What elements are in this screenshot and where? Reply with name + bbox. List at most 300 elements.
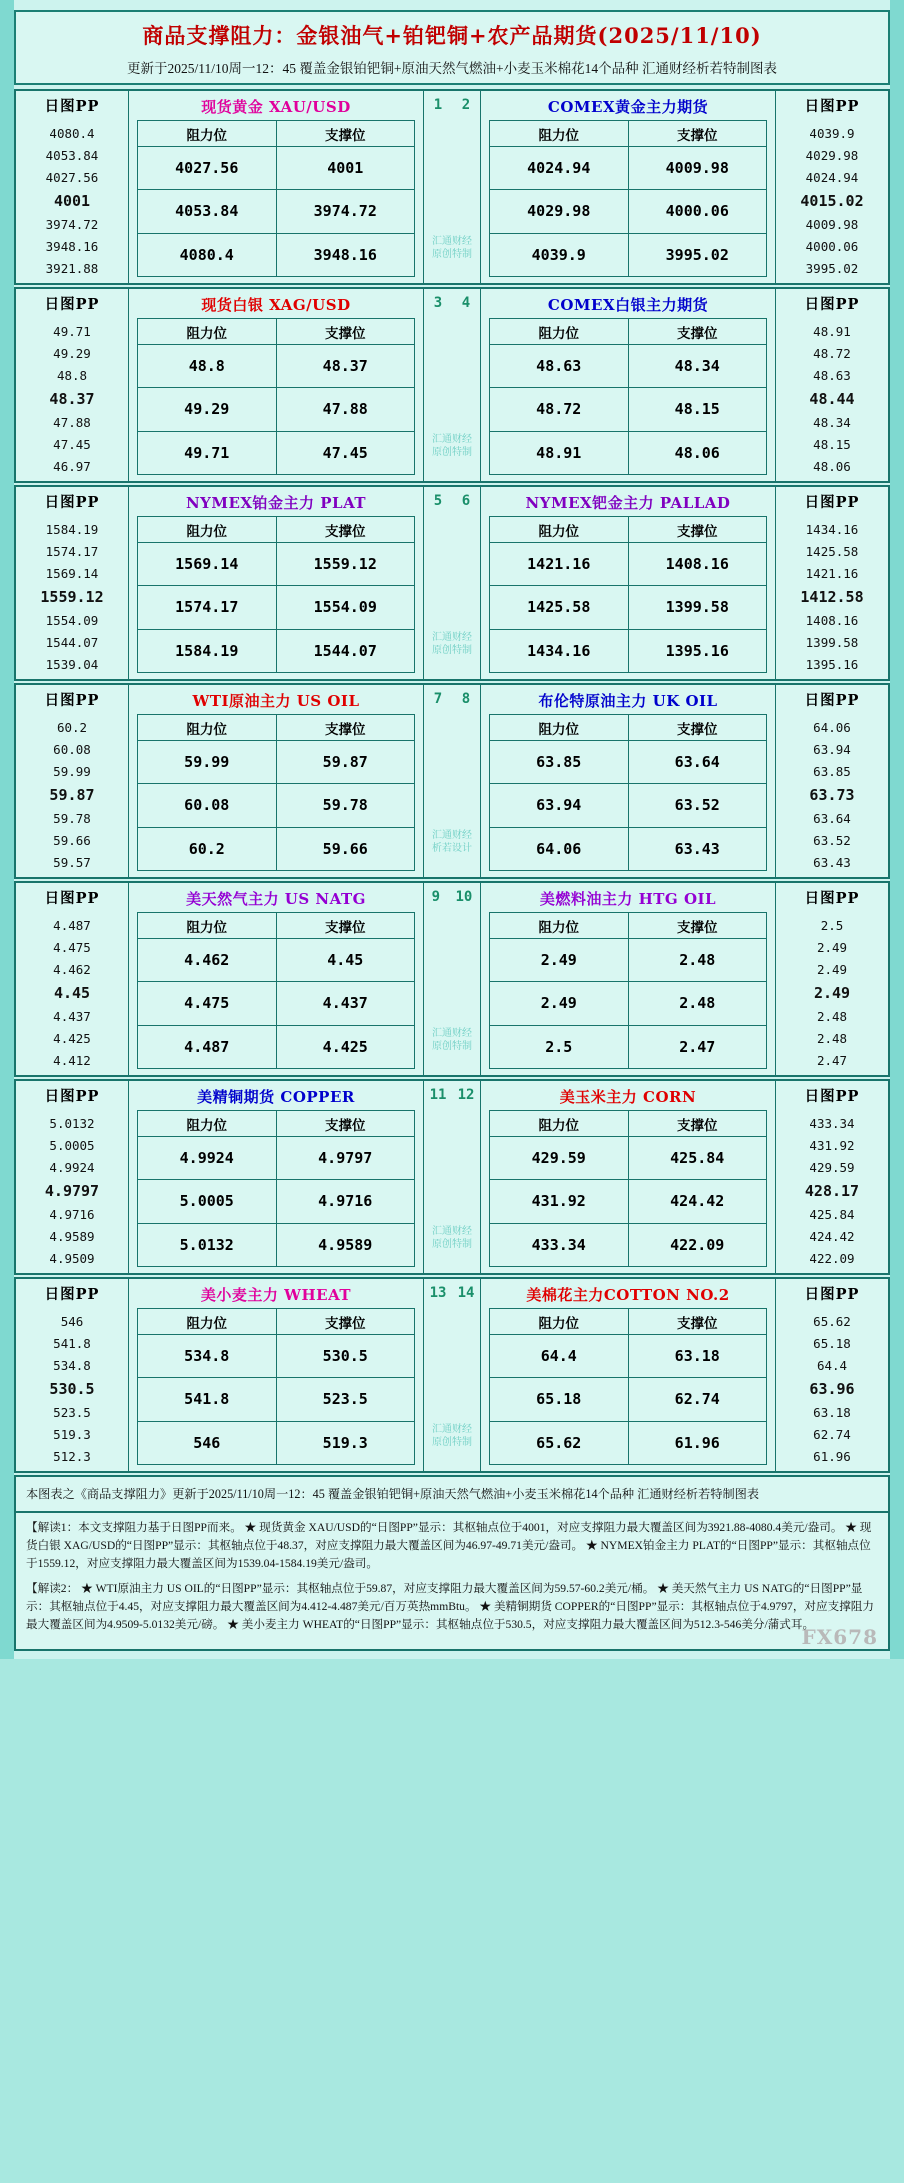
support-value: 63.52: [674, 796, 720, 815]
level-value: 422.09: [809, 1250, 855, 1266]
level-value: 48.15: [813, 436, 851, 452]
instrument-block: [14, 1277, 890, 1473]
support-value: 47.88: [322, 400, 368, 419]
table-row: [138, 982, 414, 1025]
table-header-row: [490, 319, 766, 345]
level-value: 1434.16: [805, 521, 859, 537]
resistance-value: 1425.58: [490, 586, 629, 628]
level-value: 48.06: [813, 458, 851, 474]
resistance-value: 2.49: [490, 982, 629, 1024]
level-value: 5.0132: [49, 1115, 95, 1131]
level-value: 46.97: [53, 458, 91, 474]
support-resistance-table: [489, 318, 767, 475]
resistance-header: 阻力位: [490, 319, 629, 344]
support-value: 48.34: [674, 357, 720, 376]
instrument-title: 美小麦主力 WHEAT: [200, 1286, 352, 1304]
support-header: 支撑位: [325, 919, 366, 936]
support-value: 48.37: [322, 357, 368, 376]
resistance-value: 48.91: [490, 432, 629, 474]
block-index-numbers: [424, 487, 480, 509]
pivot-value: 48.44: [809, 389, 855, 408]
level-list: [776, 1110, 888, 1273]
level-value: 424.42: [809, 1228, 855, 1244]
level-value: 4080.4: [49, 125, 95, 141]
support-header: 支撑位: [325, 1315, 366, 1332]
title-bar: [14, 10, 890, 85]
watermark: [432, 1424, 472, 1449]
resistance-header: 阻力位: [138, 913, 277, 938]
support-value: 59.87: [322, 753, 368, 772]
day-pp-header: 日图PP: [804, 692, 860, 709]
resistance-value: 431.92: [490, 1180, 629, 1222]
day-pp-header: 日图PP: [804, 98, 860, 115]
instrument-panel-left: [128, 1081, 424, 1273]
support-resistance-table: [137, 516, 415, 673]
resistance-header: 阻力位: [490, 1111, 629, 1136]
table-row: [490, 741, 766, 784]
watermark-line-1: 汇通财经: [432, 434, 472, 445]
level-value: 1395.16: [805, 656, 859, 672]
level-value: 4039.9: [809, 125, 855, 141]
level-value: 4.487: [53, 917, 91, 933]
level-value: 63.43: [813, 854, 851, 870]
level-list: [16, 318, 128, 481]
resistance-value: 4.475: [138, 982, 277, 1024]
block-index-number: 12: [457, 1087, 475, 1103]
table-row: [490, 388, 766, 431]
support-resistance-table: [489, 1308, 767, 1465]
pivot-value: 4.9797: [44, 1181, 100, 1200]
table-row: [490, 1026, 766, 1068]
table-header-row: [138, 121, 414, 147]
level-value: 4009.98: [805, 216, 859, 232]
support-value: 4.437: [322, 994, 368, 1013]
level-value: 1421.16: [805, 565, 859, 581]
instrument-title: 现货白银 XAG/USD: [201, 296, 351, 314]
table-row: [138, 784, 414, 827]
resistance-header: 阻力位: [138, 1111, 277, 1136]
support-resistance-table: [137, 1110, 415, 1267]
level-value: 3921.88: [45, 260, 99, 276]
pivot-value: 63.73: [809, 785, 855, 804]
support-value: 48.15: [674, 400, 720, 419]
resistance-value: 4.9924: [138, 1137, 277, 1179]
watermark: [432, 632, 472, 657]
support-value: 61.96: [674, 1433, 720, 1452]
day-pp-header: 日图PP: [804, 890, 860, 907]
resistance-header: 阻力位: [138, 517, 277, 542]
instrument-title: COMEX白银主力期货: [547, 296, 709, 314]
instrument-title: COMEX黄金主力期货: [547, 98, 709, 116]
support-resistance-table: [489, 516, 767, 673]
support-value: 63.43: [674, 839, 720, 858]
pivot-levels-column-right: [776, 1081, 888, 1273]
support-header: 支撑位: [677, 919, 718, 936]
table-row: [490, 543, 766, 586]
support-value: 63.64: [674, 753, 720, 772]
support-value: 3995.02: [665, 245, 729, 264]
pivot-levels-column-left: [16, 289, 128, 481]
support-header: 支撑位: [677, 721, 718, 738]
table-header-row: [138, 319, 414, 345]
level-value: 47.88: [53, 414, 91, 430]
block-index-numbers: [424, 1081, 480, 1103]
support-value: 2.48: [679, 951, 716, 970]
table-header-row: [138, 715, 414, 741]
instrument-title: WTI原油主力 US OIL: [192, 692, 360, 710]
watermark-line-1: 汇通财经: [432, 1424, 472, 1435]
resistance-value: 48.63: [490, 345, 629, 387]
level-value: 1569.14: [45, 565, 99, 581]
support-header: 支撑位: [325, 523, 366, 540]
support-value: 4009.98: [665, 159, 729, 178]
instrument-panel-left: [128, 685, 424, 877]
resistance-value: 433.34: [490, 1224, 629, 1266]
table-row: [138, 828, 414, 870]
resistance-value: 1574.17: [138, 586, 277, 628]
pivot-levels-column-right: [776, 1279, 888, 1471]
resistance-header: 阻力位: [490, 913, 629, 938]
support-value: 4.425: [322, 1037, 368, 1056]
support-value: 1554.09: [313, 598, 377, 617]
support-resistance-table: [137, 318, 415, 475]
table-row: [138, 630, 414, 672]
block-index-column: [424, 1081, 480, 1273]
level-value: 4.462: [53, 961, 91, 977]
support-resistance-table: [489, 912, 767, 1069]
blocks-container: [14, 89, 890, 1473]
table-row: [490, 190, 766, 233]
fx678-logo: FX678: [801, 1625, 878, 1650]
instrument-title: NYMEX钯金主力 PALLAD: [525, 494, 731, 512]
day-pp-header: 日图PP: [804, 296, 860, 313]
resistance-value: 1421.16: [490, 543, 629, 585]
level-value: 63.52: [813, 832, 851, 848]
level-value: 4000.06: [805, 238, 859, 254]
watermark-line-2: 析若设计: [432, 842, 472, 854]
table-row: [490, 345, 766, 388]
level-value: 64.4: [816, 1357, 848, 1373]
table-row: [138, 1026, 414, 1068]
block-index-column: [424, 1279, 480, 1471]
resistance-header: 阻力位: [490, 121, 629, 146]
support-value: 48.06: [674, 443, 720, 462]
instrument-block: [14, 89, 890, 285]
instrument-title: 美燃料油主力 HTG OIL: [539, 890, 717, 908]
support-header: 支撑位: [677, 1117, 718, 1134]
watermark-line-2: 原创特制: [432, 1238, 472, 1250]
support-value: 4.45: [327, 951, 364, 970]
resistance-value: 4024.94: [490, 147, 629, 189]
day-pp-header: 日图PP: [44, 98, 100, 115]
resistance-value: 546: [138, 1422, 277, 1464]
support-value: 530.5: [322, 1347, 368, 1366]
table-row: [138, 939, 414, 982]
resistance-value: 4039.9: [490, 234, 629, 276]
pivot-value: 4.45: [53, 983, 91, 1002]
day-pp-header: 日图PP: [804, 494, 860, 511]
level-value: 4.425: [53, 1030, 91, 1046]
level-value: 1539.04: [45, 656, 99, 672]
watermark-line-2: 原创特制: [432, 1040, 472, 1052]
table-header-row: [138, 517, 414, 543]
support-resistance-table: [137, 1308, 415, 1465]
support-value: 4.9797: [318, 1149, 373, 1168]
pivot-levels-column-right: [776, 487, 888, 679]
support-value: 2.47: [679, 1037, 716, 1056]
block-index-numbers: [424, 1279, 480, 1301]
instrument-panel-right: [480, 1279, 776, 1471]
support-header: 支撑位: [325, 1117, 366, 1134]
resistance-value: 4053.84: [138, 190, 277, 232]
table-row: [490, 432, 766, 474]
pivot-levels-column-right: [776, 883, 888, 1075]
instrument-panel-left: [128, 883, 424, 1075]
pivot-levels-column-right: [776, 685, 888, 877]
table-header-row: [490, 913, 766, 939]
support-resistance-table: [137, 120, 415, 277]
resistance-value: 65.62: [490, 1422, 629, 1464]
table-row: [490, 828, 766, 870]
level-value: 1554.09: [45, 612, 99, 628]
resistance-header: 阻力位: [138, 1309, 277, 1334]
pivot-levels-column-left: [16, 1081, 128, 1273]
table-row: [490, 1137, 766, 1180]
resistance-value: 1434.16: [490, 630, 629, 672]
support-value: 4.9716: [318, 1192, 373, 1211]
level-list: [776, 1308, 888, 1471]
resistance-value: 2.49: [490, 939, 629, 981]
pivot-value: 2.49: [813, 983, 851, 1002]
pivot-levels-column-left: [16, 883, 128, 1075]
day-pp-header: 日图PP: [804, 1088, 860, 1105]
page-subtitle: 更新于2025/11/10周一12：45 覆盖金银铂钯铜+原油天然气燃油+小麦玉米棉花14个品种 汇通财经析若特制图表: [127, 61, 777, 76]
table-row: [490, 1335, 766, 1378]
day-pp-header: 日图PP: [44, 494, 100, 511]
level-value: 59.99: [53, 763, 91, 779]
level-value: 60.2: [56, 719, 88, 735]
resistance-header: 阻力位: [490, 715, 629, 740]
level-list: [16, 516, 128, 679]
level-value: 2.49: [816, 961, 848, 977]
watermark: [432, 830, 472, 855]
level-value: 4.9924: [49, 1159, 95, 1175]
resistance-value: 4080.4: [138, 234, 277, 276]
resistance-value: 1569.14: [138, 543, 277, 585]
block-index-number: 1: [433, 97, 443, 113]
level-value: 63.64: [813, 810, 851, 826]
table-row: [490, 982, 766, 1025]
support-value: 425.84: [670, 1149, 725, 1168]
level-value: 523.5: [53, 1404, 91, 1420]
level-value: 4024.94: [805, 169, 859, 185]
table-row: [138, 586, 414, 629]
level-value: 4.412: [53, 1052, 91, 1068]
instrument-panel-right: [480, 685, 776, 877]
table-row: [138, 388, 414, 431]
level-list: [776, 120, 888, 283]
resistance-value: 1584.19: [138, 630, 277, 672]
table-row: [490, 147, 766, 190]
support-header: 支撑位: [325, 127, 366, 144]
table-row: [490, 630, 766, 672]
level-list: [16, 120, 128, 283]
level-value: 512.3: [53, 1448, 91, 1464]
block-index-number: 3: [433, 295, 443, 311]
support-value: 3974.72: [313, 202, 377, 221]
day-pp-header: 日图PP: [44, 692, 100, 709]
watermark-line-1: 汇通财经: [432, 236, 472, 247]
support-value: 1399.58: [665, 598, 729, 617]
support-header: 支撑位: [677, 325, 718, 342]
level-value: 2.5: [820, 917, 844, 933]
block-index-column: [424, 91, 480, 283]
watermark: [432, 1226, 472, 1251]
support-value: 1544.07: [313, 641, 377, 660]
footer-notes: [14, 1513, 890, 1651]
level-value: 65.62: [813, 1313, 851, 1329]
support-value: 424.42: [670, 1192, 725, 1211]
level-value: 60.08: [53, 741, 91, 757]
instrument-block: [14, 881, 890, 1077]
instrument-block: [14, 485, 890, 681]
instrument-panel-left: [128, 289, 424, 481]
watermark-line-1: 汇通财经: [432, 632, 472, 643]
footer-main-text: 本图表之《商品支撑阻力》更新于2025/11/10周一12：45 覆盖金银铂钯铜+原油天然气燃油+小麦玉米棉花14个品种 汇通财经析若特制图表: [26, 1487, 760, 1501]
instrument-title: 美玉米主力 CORN: [559, 1088, 697, 1106]
instrument-block: [14, 287, 890, 483]
pivot-value: 530.5: [49, 1379, 95, 1398]
pivot-value: 4001: [53, 191, 91, 210]
level-list: [16, 912, 128, 1075]
instrument-block: [14, 683, 890, 879]
block-index-numbers: [424, 289, 480, 311]
watermark-line-2: 原创特制: [432, 644, 472, 656]
block-index-number: 8: [461, 691, 471, 707]
support-value: 4.9589: [318, 1235, 373, 1254]
level-value: 2.49: [816, 939, 848, 955]
resistance-value: 534.8: [138, 1335, 277, 1377]
level-list: [16, 1110, 128, 1273]
table-row: [490, 784, 766, 827]
table-header-row: [490, 1111, 766, 1137]
block-index-column: [424, 487, 480, 679]
block-index-column: [424, 289, 480, 481]
resistance-value: 5.0005: [138, 1180, 277, 1222]
table-row: [138, 234, 414, 276]
watermark-line-1: 汇通财经: [432, 1028, 472, 1039]
level-value: 2.48: [816, 1030, 848, 1046]
level-value: 48.8: [56, 367, 88, 383]
level-value: 47.45: [53, 436, 91, 452]
level-value: 4053.84: [45, 147, 99, 163]
level-list: [16, 714, 128, 877]
note-1: 【解读1：本文支撑阻力基于日图PP而来。 ★ 现货黄金 XAU/USD的“日图PP”显示：其枢轴点位于4001，对应支撑阻力最大覆盖区间为3921.88-4080.4美元/盎司。 ★ 现货白银 XAG/USD的“日图PP”显示：其枢轴点位于48.37，对应支撑阻力最大覆盖区间为46.97-49.71美元/盎司。 ★ NYMEX铂金主力 PLAT的“日图PP”显示：其枢轴点位于1559.12，对应支撑阻力最大覆盖区间为1539.04-1584.19美元/盎司。: [26, 1521, 872, 1571]
support-value: 59.78: [322, 796, 368, 815]
level-value: 1408.16: [805, 612, 859, 628]
level-value: 3995.02: [805, 260, 859, 276]
table-row: [490, 586, 766, 629]
resistance-value: 4.462: [138, 939, 277, 981]
table-row: [138, 1335, 414, 1378]
level-value: 2.48: [816, 1008, 848, 1024]
level-value: 534.8: [53, 1357, 91, 1373]
table-header-row: [490, 1309, 766, 1335]
level-value: 59.57: [53, 854, 91, 870]
resistance-header: 阻力位: [138, 715, 277, 740]
instrument-title: 美精铜期货 COPPER: [197, 1088, 355, 1106]
watermark: [432, 434, 472, 459]
table-row: [490, 1180, 766, 1223]
support-value: 523.5: [322, 1390, 368, 1409]
resistance-value: 65.18: [490, 1378, 629, 1420]
resistance-value: 48.72: [490, 388, 629, 430]
level-value: 65.18: [813, 1335, 851, 1351]
support-value: 519.3: [322, 1433, 368, 1452]
level-list: [776, 714, 888, 877]
level-value: 48.91: [813, 323, 851, 339]
pivot-levels-column-left: [16, 487, 128, 679]
table-row: [138, 147, 414, 190]
day-pp-header: 日图PP: [44, 890, 100, 907]
support-value: 1408.16: [665, 555, 729, 574]
table-row: [490, 234, 766, 276]
level-value: 63.85: [813, 763, 851, 779]
level-value: 2.47: [816, 1052, 848, 1068]
block-index-numbers: [424, 91, 480, 113]
level-list: [776, 318, 888, 481]
level-value: 49.71: [53, 323, 91, 339]
instrument-title: 现货黄金 XAU/USD: [201, 98, 351, 116]
block-index-number: 2: [461, 97, 471, 113]
table-row: [138, 543, 414, 586]
resistance-value: 4029.98: [490, 190, 629, 232]
instrument-title: 布伦特原油主力 UK OIL: [538, 692, 718, 710]
level-list: [16, 1308, 128, 1471]
level-value: 519.3: [53, 1426, 91, 1442]
instrument-panel-left: [128, 91, 424, 283]
resistance-value: 2.5: [490, 1026, 629, 1068]
level-value: 433.34: [809, 1115, 855, 1131]
level-value: 4029.98: [805, 147, 859, 163]
level-value: 429.59: [809, 1159, 855, 1175]
support-value: 62.74: [674, 1390, 720, 1409]
resistance-header: 阻力位: [490, 517, 629, 542]
watermark: [432, 1028, 472, 1053]
table-header-row: [490, 517, 766, 543]
table-header-row: [138, 1309, 414, 1335]
table-row: [138, 741, 414, 784]
resistance-value: 541.8: [138, 1378, 277, 1420]
level-value: 63.94: [813, 741, 851, 757]
table-header-row: [138, 913, 414, 939]
page-title: 商品支撑阻力：金银油气+铂钯铜+农产品期货(2025/11/10): [142, 23, 762, 48]
table-row: [138, 1378, 414, 1421]
instrument-title: NYMEX铂金主力 PLAT: [185, 494, 367, 512]
table-header-row: [490, 715, 766, 741]
block-index-number: 14: [457, 1285, 475, 1301]
level-value: 3948.16: [45, 238, 99, 254]
support-resistance-table: [137, 912, 415, 1069]
resistance-header: 阻力位: [490, 1309, 629, 1334]
table-row: [138, 432, 414, 474]
resistance-value: 63.94: [490, 784, 629, 826]
level-value: 546: [60, 1313, 84, 1329]
resistance-value: 64.4: [490, 1335, 629, 1377]
level-value: 59.66: [53, 832, 91, 848]
table-row: [490, 1422, 766, 1464]
level-value: 4.9589: [49, 1228, 95, 1244]
